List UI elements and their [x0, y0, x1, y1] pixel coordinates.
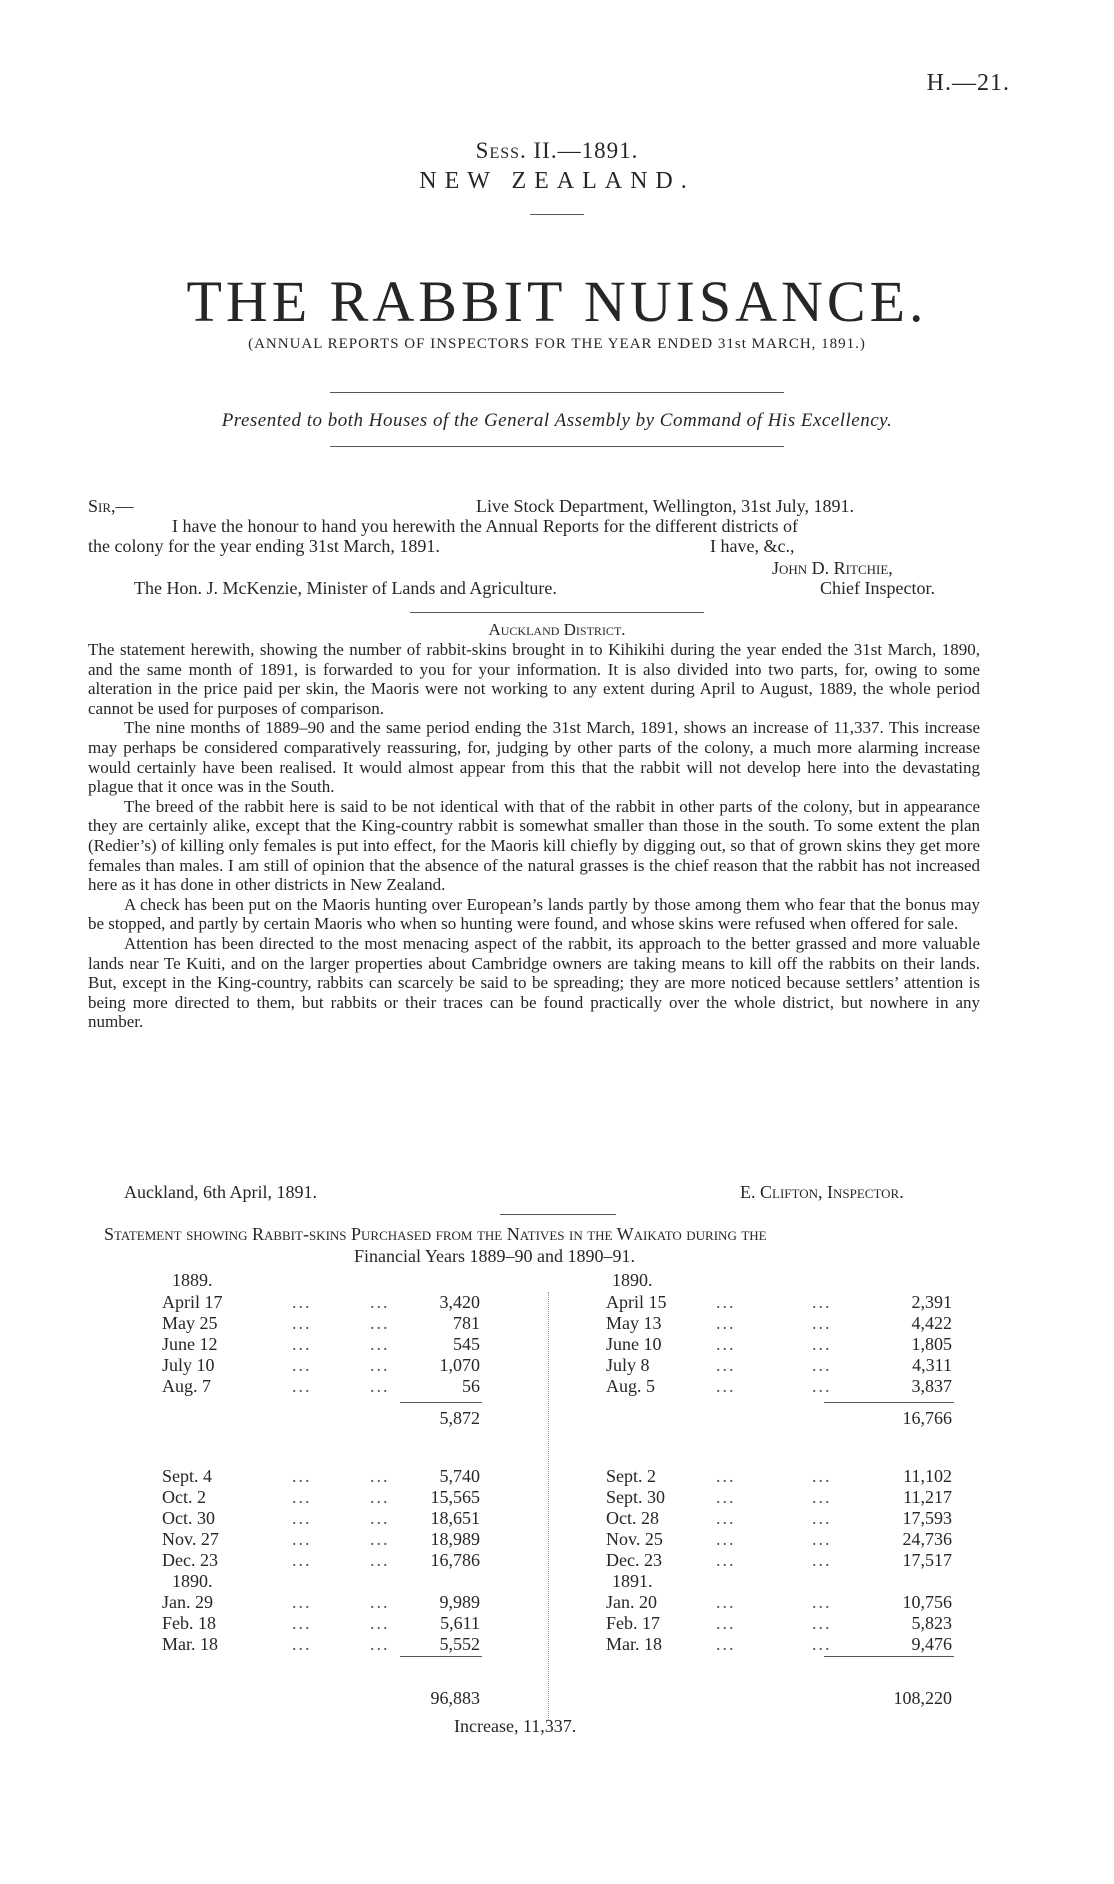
- statement-title: [104, 1224, 767, 1245]
- table-date: Sept. 4: [162, 1466, 213, 1486]
- table-value: 10,756: [902, 1592, 952, 1612]
- leader-dots: ...: [716, 1592, 736, 1612]
- table-date: Sept. 2: [606, 1466, 657, 1486]
- leader-dots: ...: [292, 1466, 312, 1486]
- table-value: 56: [462, 1376, 480, 1396]
- leader-dots: ...: [716, 1634, 736, 1654]
- report-paragraph: The nine months of 1889–90 and the same period ending the 31st March, 1891, shows an increase of 11,337. This increase may perhaps be considered comparatively reassuring, for, judging by other parts of the colony, a much more alarming increase would certainly have been realised. It would almost appear from this that the rabbit will not develop here into the devastating plague that it once was in the South.: [88, 718, 980, 797]
- leader-dots: ...: [370, 1466, 390, 1486]
- column-divider: [548, 1292, 549, 1720]
- table-date: Mar. 18: [606, 1634, 662, 1654]
- total-value: 108,220: [893, 1688, 952, 1708]
- table-value: 11,102: [903, 1466, 952, 1486]
- table-value: 16,786: [430, 1550, 480, 1570]
- leader-dots: ...: [292, 1292, 312, 1312]
- table-date: Dec. 23: [606, 1550, 662, 1570]
- table-value: 1,070: [439, 1355, 480, 1375]
- increase-line: Increase, 11,337.: [454, 1716, 577, 1736]
- report-paragraph: The statement herewith, showing the number of rabbit-skins brought in to Kihikihi during the year ended the 31st March, 1890, and the same month of 1891, is forwarded to you for your information. It is also divided into two parts, for, owing to some alteration in the price paid per skin, the Maoris were not working to any extent during April to August, 1889, the whole period cannot be used for purposes of comparison.: [88, 640, 980, 718]
- leader-dots: ...: [812, 1334, 832, 1354]
- table-value: 9,989: [439, 1592, 480, 1612]
- leader-dots: ...: [812, 1550, 832, 1570]
- leader-dots: ...: [812, 1613, 832, 1633]
- table-value: 545: [453, 1334, 480, 1354]
- leader-dots: ...: [292, 1355, 312, 1375]
- leader-dots: ...: [370, 1487, 390, 1507]
- table-value: 781: [453, 1313, 480, 1333]
- table-date: Oct. 28: [606, 1508, 659, 1528]
- page-number: H.—21.: [926, 70, 1010, 96]
- table-value: 2,391: [911, 1292, 952, 1312]
- letter-closing: I have, &c.,: [710, 536, 795, 556]
- leader-dots: ...: [716, 1529, 736, 1549]
- table-value: 5,552: [439, 1634, 480, 1654]
- report-inspector: E. Clifton, Inspector.: [740, 1182, 904, 1202]
- table-value: 4,311: [912, 1355, 952, 1375]
- table-value: 5,611: [440, 1613, 480, 1633]
- table-date: June 12: [162, 1334, 218, 1354]
- table-date: April 15: [606, 1292, 667, 1312]
- year-label: 1890.: [172, 1571, 213, 1591]
- leader-dots: ...: [812, 1634, 832, 1654]
- leader-dots: ...: [716, 1487, 736, 1507]
- table-date: Mar. 18: [162, 1634, 218, 1654]
- presented-line: Presented to both Houses of the General Assembly by Command of His Excellency.: [221, 410, 893, 431]
- leader-dots: ...: [812, 1376, 832, 1396]
- table-value: 4,422: [911, 1313, 952, 1333]
- leader-dots: ...: [370, 1592, 390, 1612]
- year-label: 1890.: [612, 1270, 653, 1290]
- leader-dots: ...: [370, 1634, 390, 1654]
- leader-dots: ...: [292, 1529, 312, 1549]
- table-date: June 10: [606, 1334, 662, 1354]
- leader-dots: ...: [716, 1313, 736, 1333]
- total-rule: [824, 1402, 954, 1403]
- total-rule: [400, 1656, 482, 1657]
- leader-dots: ...: [812, 1355, 832, 1375]
- statement-title-line: Statement showing Rabbit-skins Purchased from the Natives in the Waikato during the: [104, 1224, 767, 1244]
- table-date: Dec. 23: [162, 1550, 218, 1570]
- table-date: May 25: [162, 1313, 218, 1333]
- divider: [330, 446, 784, 447]
- table-date: Aug. 7: [162, 1376, 211, 1396]
- total-value: 96,883: [430, 1688, 480, 1708]
- leader-dots: ...: [812, 1592, 832, 1612]
- table-date: Feb. 18: [162, 1613, 216, 1633]
- leader-dots: ...: [370, 1508, 390, 1528]
- table-value: 17,593: [902, 1508, 952, 1528]
- leader-dots: ...: [370, 1313, 390, 1333]
- table-date: Feb. 17: [606, 1613, 660, 1633]
- leader-dots: ...: [292, 1592, 312, 1612]
- table-date: July 8: [606, 1355, 650, 1375]
- report-paragraph: The breed of the rabbit here is said to be not identical with that of the rabbit in other parts of the colony, but in appearance they are certainly alike, except that the King-country rabbit is somewhat smaller than those in the south. To some extent the plan (Redier’s) of killing only females is put into effect, for the Maoris kill chiefly by digging out, so that of grown skins they get more females than males. I am still of opinion that the absence of the natural grasses is the chief reason that the rabbit has not increased here as it has done in other districts in New Zealand.: [88, 796, 980, 895]
- table-date: Sept. 30: [606, 1487, 666, 1507]
- document-title: THE RABBIT NUISANCE.: [186, 269, 928, 334]
- letter-line: I have the honour to hand you herewith the Annual Reports for the different districts of: [172, 516, 799, 536]
- table-date: May 13: [606, 1313, 662, 1333]
- leader-dots: ...: [716, 1508, 736, 1528]
- table-date: Aug. 5: [606, 1376, 655, 1396]
- leader-dots: ...: [716, 1376, 736, 1396]
- table-value: 5,740: [439, 1466, 480, 1486]
- signatory-title: Chief Inspector.: [820, 578, 935, 598]
- report-place-date: Auckland, 6th April, 1891.: [124, 1182, 317, 1202]
- table-value: 3,837: [911, 1376, 952, 1396]
- leader-dots: ...: [292, 1550, 312, 1570]
- report-paragraph: Attention has been directed to the most menacing aspect of the rabbit, its approach to the better grassed and more valuable lands near Te Kuiti, and on the larger properties about Cambridge owners are taking means to kill off the rabbits on their lands. But, except in the King-country, rabbits can scarcely be said to be spreading; they are more noticed because settlers’ attention is being more directed to them, but rabbits or their traces can be found practically over the whole district, but nowhere in any number.: [88, 933, 980, 1032]
- year-label: 1889.: [172, 1270, 213, 1290]
- leader-dots: ...: [716, 1292, 736, 1312]
- table-value: 3,420: [439, 1292, 480, 1312]
- leader-dots: ...: [812, 1292, 832, 1312]
- table-date: Oct. 30: [162, 1508, 215, 1528]
- table-value: 24,736: [902, 1529, 952, 1549]
- table-date: Oct. 2: [162, 1487, 206, 1507]
- divider: [330, 392, 784, 393]
- leader-dots: ...: [716, 1466, 736, 1486]
- divider: [410, 612, 704, 613]
- table-date: July 10: [162, 1355, 215, 1375]
- table-value: 9,476: [911, 1634, 952, 1654]
- addressee: The Hon. J. McKenzie, Minister of Lands and Agriculture.: [134, 578, 557, 598]
- leader-dots: ...: [370, 1334, 390, 1354]
- leader-dots: ...: [292, 1313, 312, 1333]
- table-value: 18,989: [430, 1529, 480, 1549]
- year-label: 1891.: [612, 1571, 653, 1591]
- table-date: Nov. 25: [606, 1529, 663, 1549]
- table-value: 11,217: [903, 1487, 952, 1507]
- leader-dots: ...: [716, 1550, 736, 1570]
- leader-dots: ...: [370, 1376, 390, 1396]
- leader-dots: ...: [370, 1529, 390, 1549]
- leader-dots: ...: [812, 1313, 832, 1333]
- leader-dots: ...: [716, 1355, 736, 1375]
- subtotal-value: 16,766: [902, 1408, 952, 1428]
- table-date: Nov. 27: [162, 1529, 219, 1549]
- subtotal-value: 5,872: [439, 1408, 480, 1428]
- leader-dots: ...: [292, 1634, 312, 1654]
- leader-dots: ...: [812, 1487, 832, 1507]
- total-rule: [824, 1656, 954, 1657]
- salutation: Sir,—: [88, 496, 134, 516]
- table-date: Jan. 29: [162, 1592, 213, 1612]
- leader-dots: ...: [812, 1466, 832, 1486]
- report-body: [88, 640, 980, 1032]
- leader-dots: ...: [370, 1550, 390, 1570]
- statement-title-line: Financial Years 1889–90 and 1890–91.: [354, 1246, 635, 1266]
- session-line: Sess. II.—1891.: [475, 138, 639, 163]
- divider: [530, 214, 584, 215]
- country-line: NEW ZEALAND.: [419, 168, 695, 194]
- letter-line: the colony for the year ending 31st March, 1891.: [88, 536, 440, 556]
- table-value: 5,823: [911, 1613, 952, 1633]
- table-value: 15,565: [430, 1487, 480, 1507]
- table-value: 1,805: [911, 1334, 952, 1354]
- leader-dots: ...: [370, 1292, 390, 1312]
- leader-dots: ...: [716, 1613, 736, 1633]
- leader-dots: ...: [292, 1613, 312, 1633]
- leader-dots: ...: [370, 1613, 390, 1633]
- table-value: 18,651: [430, 1508, 480, 1528]
- table-date: April 17: [162, 1292, 223, 1312]
- leader-dots: ...: [716, 1334, 736, 1354]
- document-subtitle: (ANNUAL REPORTS OF INSPECTORS FOR THE YEAR ENDED 31st MARCH, 1891.): [248, 336, 866, 352]
- leader-dots: ...: [292, 1487, 312, 1507]
- leader-dots: ...: [292, 1334, 312, 1354]
- leader-dots: ...: [292, 1376, 312, 1396]
- leader-dots: ...: [812, 1508, 832, 1528]
- leader-dots: ...: [812, 1529, 832, 1549]
- divider: [500, 1214, 616, 1215]
- leader-dots: ...: [370, 1355, 390, 1375]
- report-paragraph: A check has been put on the Maoris hunting over European’s lands partly by those among them who fear that the bonus may be stopped, and partly by certain Maoris who when so hunting were found, and whose skins were refused when offered for sale.: [88, 894, 980, 934]
- total-rule: [400, 1402, 482, 1403]
- table-value: 17,517: [902, 1550, 952, 1570]
- table-date: Jan. 20: [606, 1592, 657, 1612]
- letter-address: Live Stock Department, Wellington, 31st July, 1891.: [476, 496, 855, 516]
- leader-dots: ...: [292, 1508, 312, 1528]
- section-heading: Auckland District.: [488, 620, 626, 639]
- signatory-name: John D. Ritchie,: [772, 558, 893, 578]
